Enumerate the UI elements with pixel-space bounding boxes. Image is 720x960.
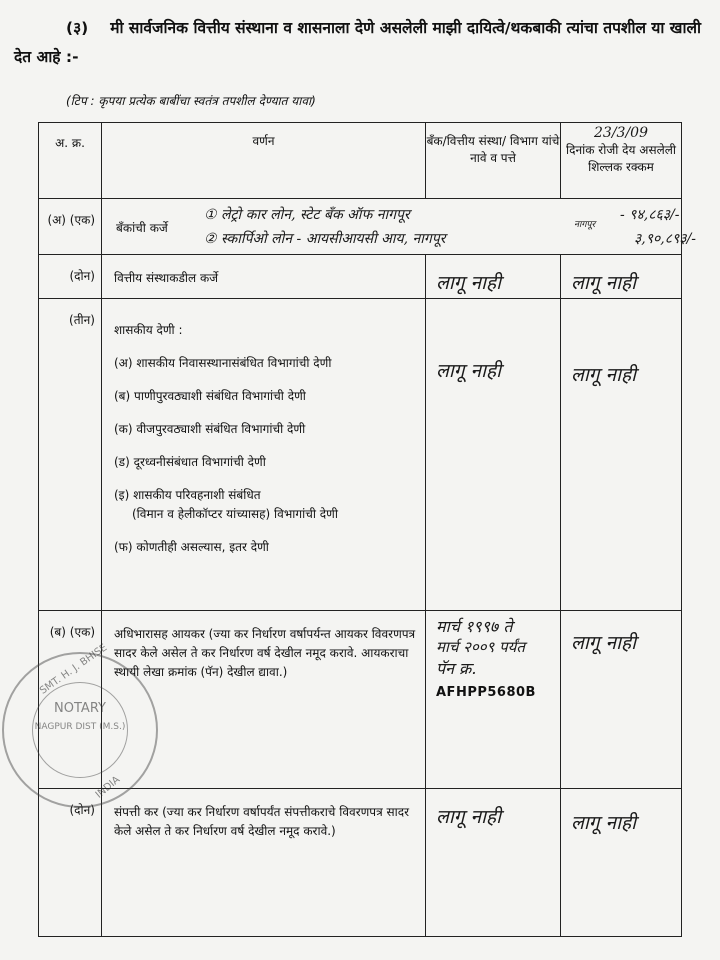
header-row bbox=[39, 123, 682, 199]
instruction-note: (टिप : कृपया प्रत्येक बाबींचा स्वतंत्र तपशील देण्यात यावा) bbox=[66, 94, 316, 108]
description-income-tax: अधिभारासह आयकर (ज्या कर निर्धारण वर्षापर्यन्त आयकर विवरणपत्र सादर केले असेल ते कर निर्धारण वर्ष देखील नमूद करावे. आयकराचा स्थायी लेखा क्रमांक (पॅन) देखील द्यावा.) bbox=[102, 611, 426, 789]
amount-wealth-tax bbox=[561, 789, 682, 937]
tax-period-to: मार्च २००९ पर्यंत bbox=[436, 638, 525, 656]
city-note: नागपूर bbox=[574, 220, 596, 230]
pan-label: पॅन क्र. bbox=[436, 659, 477, 678]
section-heading bbox=[14, 14, 704, 72]
header-serial: अ. क्र. bbox=[39, 123, 102, 199]
notary-stamp bbox=[2, 642, 158, 808]
gov-item-d: (ड) दूरध्वनीसंबंधात विभागांची देणी bbox=[114, 455, 266, 469]
amount-gov-dues bbox=[561, 299, 682, 611]
pan-number: AFHPP5680B bbox=[436, 685, 536, 700]
stamp-notary-name: SMT. H. J. BHISE bbox=[38, 642, 110, 697]
tax-period-from: मार्च १९९७ ते bbox=[436, 617, 513, 636]
bank-fin-inst bbox=[426, 255, 561, 299]
gov-item-a: (अ) शासकीय निवासस्थानासंबंधित विभागांची देणी bbox=[114, 356, 332, 370]
stamp-title: NOTARY bbox=[54, 701, 106, 716]
header-balance-text: दिनांक रोजी देय असलेली शिल्लक रक्कम bbox=[566, 143, 676, 174]
bank-loans-cell bbox=[102, 199, 697, 255]
gov-dues-title: शासकीय देणी : bbox=[114, 323, 183, 337]
section-heading-text: मी सार्वजनिक वित्तीय संस्थाना व शासनाला देणे असलेली माझी दायित्वे/थकबाकी त्यांचा तपशील या खाली देत आहे :- bbox=[14, 19, 701, 66]
amount-income-tax bbox=[561, 611, 682, 789]
loan-2-amount: ३,९०,८९३/- bbox=[634, 231, 697, 247]
loan-2-name: ② स्कार्पिओ लोन - आयसीआयसी आय, नागपूर bbox=[204, 231, 446, 247]
not-applicable-bank-fin-inst: लागू नाही bbox=[436, 272, 502, 294]
bank-wealth-tax bbox=[426, 789, 561, 937]
serial-fin-inst: (दोन) bbox=[39, 255, 102, 299]
not-applicable-amount-wealth: लागू नाही bbox=[571, 812, 637, 834]
not-applicable-bank-gov: लागू नाही bbox=[436, 360, 502, 382]
liabilities-table bbox=[38, 122, 697, 937]
stamp-center bbox=[32, 682, 128, 778]
row-bank-loans bbox=[39, 199, 682, 255]
gov-item-e-cont: (विमान व हेलीकॉप्टर यांच्यासह) विभागांची देणी bbox=[132, 507, 338, 521]
not-applicable-amount-income: लागू नाही bbox=[571, 632, 637, 654]
header-balance bbox=[561, 123, 682, 199]
gov-item-c: (क) वीजपुरवठ्याशी संबंधित विभागांची देणी bbox=[114, 422, 306, 436]
header-description: वर्णन bbox=[102, 123, 426, 199]
serial-wealth-tax: (दोन) bbox=[39, 789, 102, 937]
row-gov-dues bbox=[39, 299, 682, 611]
description-gov-dues bbox=[102, 299, 426, 611]
not-applicable-bank-wealth: लागू नाही bbox=[436, 806, 502, 828]
stamp-country: INDIA bbox=[93, 774, 123, 801]
gov-item-f: (फ) कोणतीही असल्यास, इतर देणी bbox=[114, 540, 269, 554]
bank-gov-dues bbox=[426, 299, 561, 611]
header-bank: बँक/वित्तीय संस्था/ विभाग यांचे नावे व पत्ते bbox=[426, 123, 561, 199]
row-wealth-tax bbox=[39, 789, 682, 937]
serial-income-tax: (ब) (एक) bbox=[39, 611, 102, 789]
serial-bank-loans: (अ) (एक) bbox=[39, 199, 102, 255]
gov-item-b: (ब) पाणीपुरवठ्याशी संबंधित विभागांची देणी bbox=[114, 389, 306, 403]
row-fin-inst-loans bbox=[39, 255, 682, 299]
not-applicable-amount-gov: लागू नाही bbox=[571, 364, 637, 386]
serial-gov-dues: (तीन) bbox=[39, 299, 102, 611]
gov-item-e: (इ) शासकीय परिवहनाशी संबंधित bbox=[114, 488, 261, 502]
bank-loans-label: बँकांची कर्जे bbox=[116, 221, 168, 235]
handwritten-date: 23/3/09 bbox=[594, 125, 648, 141]
description-wealth-tax: संपत्ती कर (ज्या कर निर्धारण वर्षापर्यंत संपत्तीकराचे विवरणपत्र सादर केले असेल ते कर निर्धारण वर्ष देखील नमूद करावे.) bbox=[102, 789, 426, 937]
bank-income-tax bbox=[426, 611, 561, 789]
description-fin-inst: वित्तीय संस्थाकडील कर्जे bbox=[102, 255, 426, 299]
not-applicable-amount-fin-inst: लागू नाही bbox=[571, 272, 637, 294]
loan-1-name: ① लेट्रो कार लोन, स्टेट बँक ऑफ नागपूर bbox=[204, 207, 410, 223]
loan-1-amount: - ९४,८६३/- bbox=[620, 207, 680, 223]
stamp-district: NAGPUR DIST (M.S.) bbox=[34, 722, 126, 732]
section-number: (३) bbox=[66, 19, 89, 37]
amount-fin-inst bbox=[561, 255, 682, 299]
